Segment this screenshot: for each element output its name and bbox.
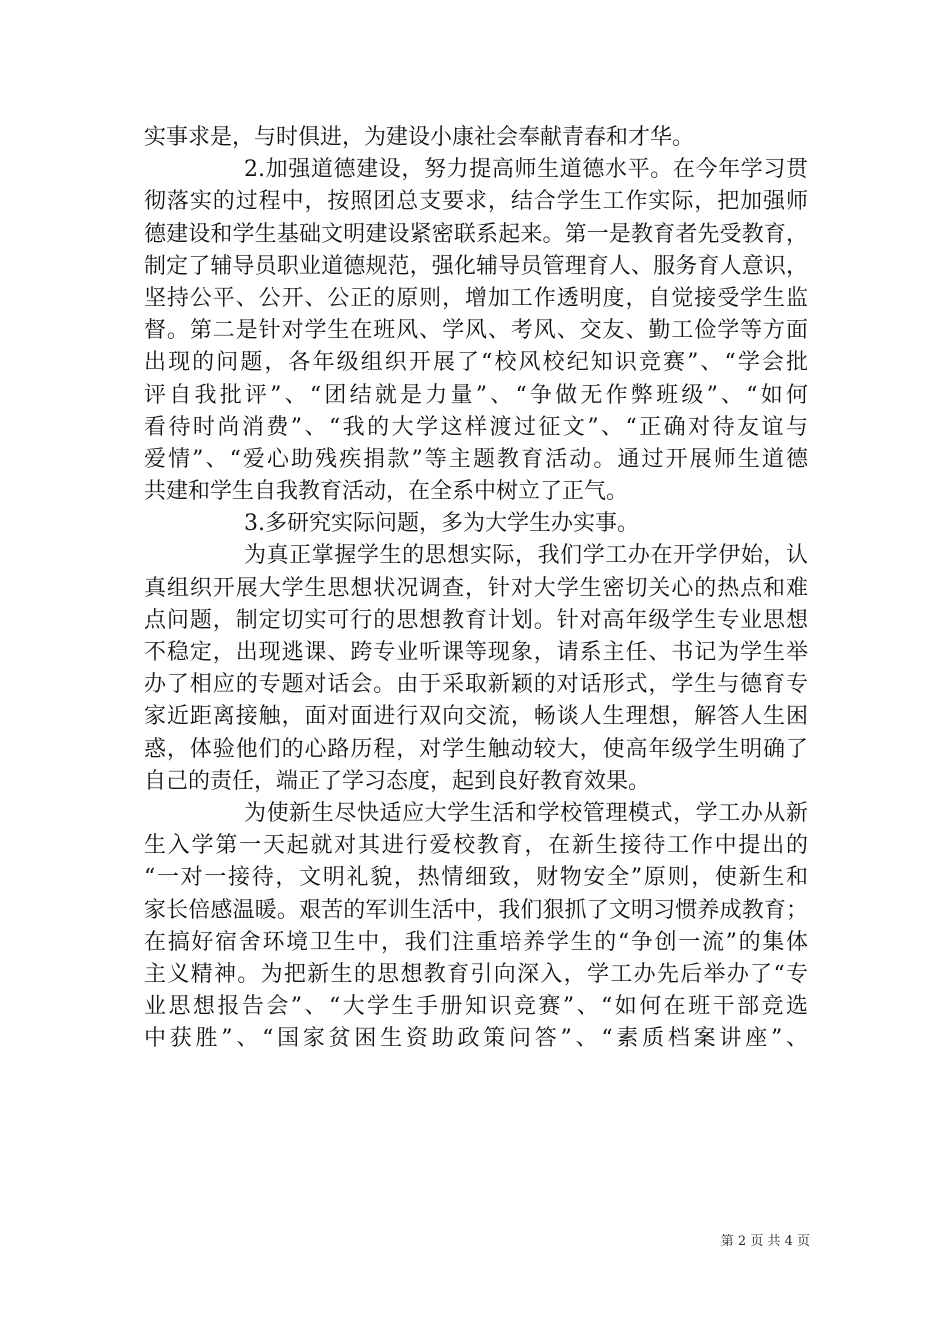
text-line: 不稳定，出现逃课、跨专业听课等现象，请系主任、书记为学生举 xyxy=(144,640,808,665)
page-number: 第 2 页 共 4 页 xyxy=(720,1234,810,1249)
text-line: “一对一接待，文明礼貌，热情细致，财物安全”原则，使新生和 xyxy=(144,865,808,891)
text-line: 督。第二是针对学生在班风、学风、考风、交友、勤工俭学等方面 xyxy=(144,318,808,344)
text-line: 业思想报告会”、“大学生手册知识竞赛”、“如何在班干部竞选 xyxy=(144,994,808,1020)
text-line: 共建和学生自我教育活动，在全系中树立了正气。 xyxy=(144,479,629,505)
text-line: 坚持公平、公开、公正的原则，增加工作透明度，自觉接受学生监 xyxy=(144,285,808,311)
text-line: 评自我批评”、“团结就是力量”、“争做无作弊班级”、“如何 xyxy=(144,382,808,408)
text-line: 生入学第一天起就对其进行爱校教育，在新生接待工作中提出的 xyxy=(144,833,808,859)
text-line: 家近距离接触，面对面进行双向交流，畅谈人生理想，解答人生困 xyxy=(144,704,808,730)
text-line: 看待时尚消费”、“我的大学这样渡过征文”、“正确对待友谊与 xyxy=(144,414,808,440)
text-line: 彻落实的过程中，按照团总支要求，结合学生工作实际，把加强师 xyxy=(144,189,808,215)
text-line: 点问题，制定切实可行的思想教育计划。针对高年级学生专业思想 xyxy=(144,607,808,633)
body-text xyxy=(144,122,808,1055)
paragraph-start: 为使新生尽快适应大学生活和学校管理模式，学工办从新 xyxy=(244,800,808,826)
text-line: 出现的问题，各年级组织开展了“校风校纪知识竞赛”、“学会批 xyxy=(144,350,808,376)
section-heading-2: 2.加强道德建设，努力提高师生道德水平。在今年学习贯 xyxy=(244,157,808,183)
text-line: 实事求是，与时俱进，为建设小康社会奉献青春和才华。 xyxy=(144,125,695,150)
text-line: 德建设和学生基础文明建设紧密联系起来。第一是教育者先受教育， xyxy=(144,221,808,247)
text-line: 主义精神。为把新生的思想教育引向深入，学工办先后举办了“专 xyxy=(144,961,808,987)
text-line: 在搞好宿舍环境卫生中，我们注重培养学生的“争创一流”的集体 xyxy=(144,929,808,955)
text-line: 制定了辅导员职业道德规范，强化辅导员管理育人、服务育人意识， xyxy=(144,253,808,279)
text-line: 真组织开展大学生思想状况调查，针对大学生密切关心的热点和难 xyxy=(144,575,808,601)
text-line: 惑，体验他们的心路历程，对学生触动较大，使高年级学生明确了 xyxy=(144,736,808,762)
text-line: 办了相应的专题对话会。由于采取新颖的对话形式，学生与德育专 xyxy=(144,672,808,698)
text-line: 中获胜”、“国家贫困生资助政策问答”、“素质档案讲座”、 xyxy=(144,1026,808,1052)
section-heading-3: 3.多研究实际问题，多为大学生办实事。 xyxy=(244,511,639,537)
text-line: 自己的责任，端正了学习态度，起到良好教育效果。 xyxy=(144,768,651,794)
text-line: 家长倍感温暖。艰苦的军训生活中，我们狠抓了文明习惯养成教育； xyxy=(144,897,808,923)
paragraph-start: 为真正掌握学生的思想实际，我们学工办在开学伊始，认 xyxy=(244,543,808,569)
text-line: 爱情”、“爱心助残疾捐款”等主题教育活动。通过开展师生道德 xyxy=(144,446,808,472)
